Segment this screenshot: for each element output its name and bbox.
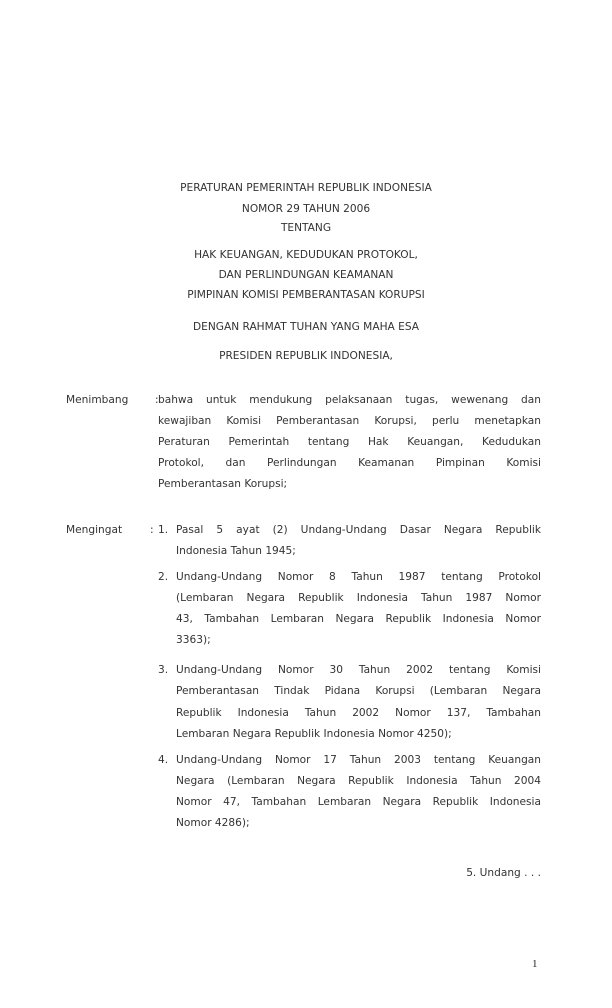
menimbang-line: Pemberantasan Korupsi;	[158, 478, 288, 490]
list-item-line: (Lembaran Negara Republik Indonesia Tahun 1987 Nomor	[176, 592, 541, 604]
subject-line: PIMPINAN KOMISI PEMBERANTASAN KORUPSI	[187, 289, 425, 301]
list-item-line: Nomor 47, Tambahan Lembaran Negara Republik Indonesia	[176, 796, 541, 808]
continuation-marker: 5. Undang . . .	[466, 867, 541, 879]
subject-line: HAK KEUANGAN, KEDUDUKAN PROTOKOL,	[194, 249, 418, 261]
menimbang-line: Protokol, dan Perlindungan Keamanan Pimpinan Komisi	[158, 457, 541, 469]
mengingat-colon: :	[150, 524, 154, 536]
list-item-line: Undang-Undang Nomor 30 Tahun 2002 tentang Komisi	[176, 664, 541, 676]
menimbang-line: kewajiban Komisi Pemberantasan Korupsi, perlu menetapkan	[158, 415, 541, 427]
regulation-number: NOMOR 29 TAHUN 2006	[241, 203, 371, 215]
list-item-line: 43, Tambahan Lembaran Negara Republik Indonesia Nomor	[176, 613, 541, 625]
invocation: DENGAN RAHMAT TUHAN YANG MAHA ESA	[192, 321, 420, 333]
list-item-line: Pemberantasan Tindak Pidana Korupsi (Lembaran Negara	[176, 685, 541, 697]
menimbang-label: Menimbang	[66, 394, 129, 406]
list-item-line: Indonesia Tahun 1945;	[176, 545, 296, 557]
list-item-line: Undang-Undang Nomor 17 Tahun 2003 tentang Keuangan	[176, 754, 541, 766]
list-number: 4.	[158, 754, 169, 766]
mengingat-label: Mengingat	[66, 524, 123, 536]
subject-line: DAN PERLINDUNGAN KEAMANAN	[218, 269, 394, 281]
list-item-line: Lembaran Negara Republik Indonesia Nomor 4250);	[176, 728, 452, 740]
list-item-line: Nomor 4286);	[176, 817, 250, 829]
menimbang-line: bahwa untuk mendukung pelaksanaan tugas, wewenang dan	[158, 394, 541, 406]
page-number: 1	[532, 958, 538, 970]
list-item-line: Undang-Undang Nomor 8 Tahun 1987 tentang Protokol	[176, 571, 541, 583]
president-line: PRESIDEN REPUBLIK INDONESIA,	[219, 350, 393, 362]
list-number: 2.	[158, 571, 169, 583]
menimbang-colon: :	[155, 394, 159, 406]
tentang-label: TENTANG	[280, 222, 332, 234]
title-line: PERATURAN PEMERINTAH REPUBLIK INDONESIA	[180, 182, 432, 194]
list-number: 1.	[158, 524, 169, 536]
list-item-line: 3363);	[176, 634, 211, 646]
list-item-line: Republik Indonesia Tahun 2002 Nomor 137, Tambahan	[176, 707, 541, 719]
list-item-line: Negara (Lembaran Negara Republik Indonesia Tahun 2004	[176, 775, 541, 787]
list-item-line: Pasal 5 ayat (2) Undang-Undang Dasar Negara Republik	[176, 524, 541, 536]
list-number: 3.	[158, 664, 169, 676]
menimbang-line: Peraturan Pemerintah tentang Hak Keuangan, Kedudukan	[158, 436, 541, 448]
